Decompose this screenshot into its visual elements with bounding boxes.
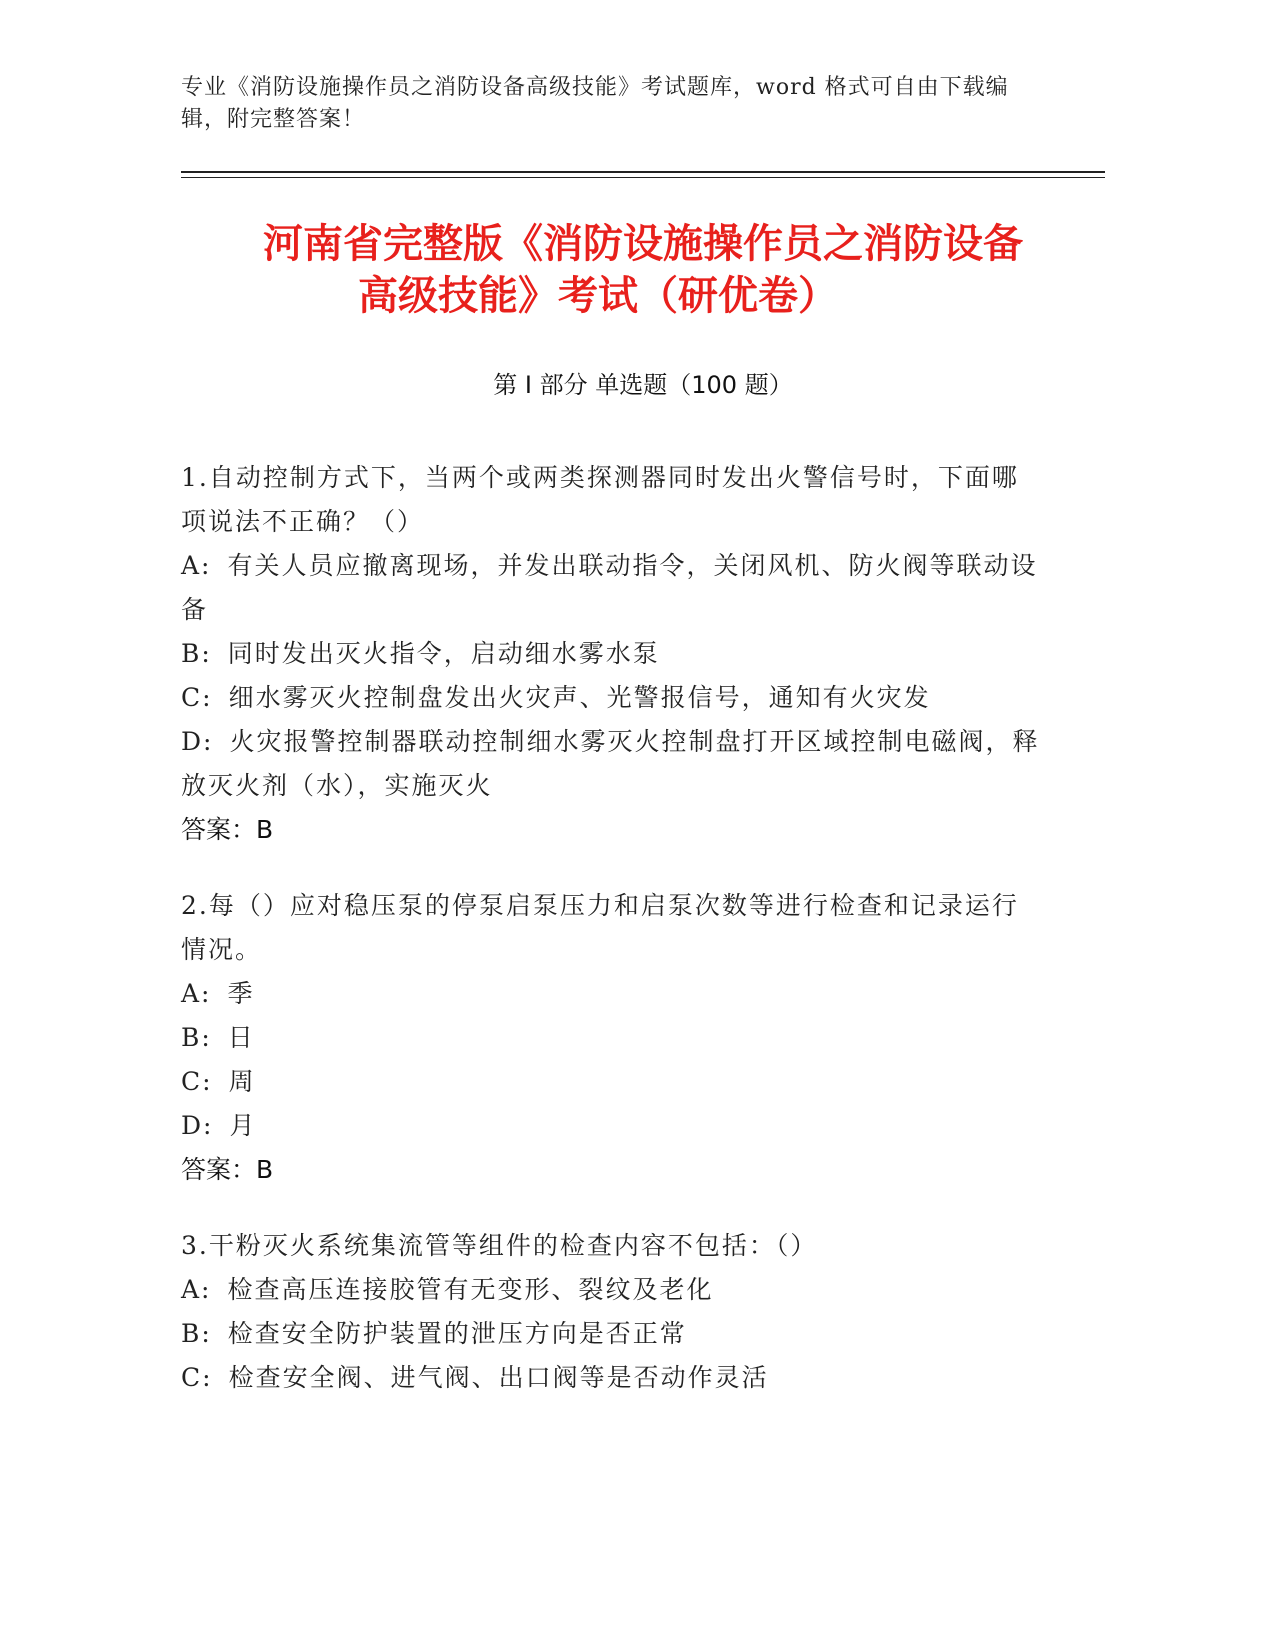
option-text: 季 [227, 979, 255, 1008]
option-text: 周 [228, 1067, 256, 1096]
option-letter: C: [181, 683, 213, 712]
option-b [181, 632, 1041, 676]
option-a [181, 1268, 1041, 1312]
option-b [181, 1312, 1041, 1356]
option-a [181, 972, 1041, 1016]
question-1 [181, 456, 1041, 852]
option-letter: A: [181, 979, 212, 1008]
option-letter: C: [181, 1067, 213, 1096]
question-2 [181, 884, 1041, 1192]
question-3 [181, 1224, 1041, 1400]
option-a [181, 544, 1041, 632]
option-letter: D: [181, 727, 214, 756]
option-text: 有关人员应撤离现场，并发出联动指令，关闭风机、防火阀等联动设备 [181, 551, 1038, 624]
document-title-line-2: 高级技能》考试（研优卷） [358, 273, 838, 319]
option-text: 检查安全防护装置的泄压方向是否正常 [227, 1319, 687, 1348]
option-letter: B: [181, 1319, 212, 1348]
option-d [181, 1104, 1041, 1148]
option-letter: C: [181, 1363, 213, 1392]
header-divider-thick [181, 171, 1105, 173]
section-heading: 第 I 部分 单选题（100 题） [493, 371, 793, 399]
option-c [181, 1060, 1041, 1104]
header-note: 专业《消防设施操作员之消防设备高级技能》考试题库，word 格式可自由下载编辑，附完整答案！ [181, 75, 1009, 132]
option-text: 检查安全阀、进气阀、出口阀等是否动作灵活 [228, 1363, 769, 1392]
option-text: 细水雾灭火控制盘发出火灾声、光警报信号，通知有火灾发 [228, 683, 931, 712]
option-b [181, 1016, 1041, 1060]
option-text: 月 [229, 1111, 257, 1140]
document-title-line-1: 河南省完整版《消防设施操作员之消防设备 [263, 221, 1023, 267]
question-stem: 1.自动控制方式下，当两个或两类探测器同时发出火警信号时，下面哪项说法不正确？（） [181, 463, 1019, 536]
question-stem: 3.干粉灭火系统集流管等组件的检查内容不包括：（） [181, 1231, 818, 1260]
option-text: 日 [227, 1023, 255, 1052]
option-text: 火灾报警控制器联动控制细水雾灭火控制盘打开区域控制电磁阀，释放灭火剂（水），实施灭火 [181, 727, 1040, 800]
option-letter: D: [181, 1111, 214, 1140]
answer-line: 答案：B [181, 1155, 274, 1184]
option-letter: A: [181, 551, 212, 580]
option-text: 检查高压连接胶管有无变形、裂纹及老化 [227, 1275, 714, 1304]
option-c [181, 1356, 1041, 1400]
header-divider-thin [181, 177, 1105, 178]
question-list [181, 456, 1041, 1432]
option-c [181, 676, 1041, 720]
option-d [181, 720, 1041, 808]
document-title [181, 218, 1105, 322]
option-text: 同时发出灭火指令，启动细水雾水泵 [227, 639, 660, 668]
question-stem: 2.每（）应对稳压泵的停泵启泵压力和启泵次数等进行检查和记录运行情况。 [181, 891, 1019, 964]
answer-line: 答案：B [181, 815, 274, 844]
option-letter: B: [181, 1023, 212, 1052]
option-letter: A: [181, 1275, 212, 1304]
option-letter: B: [181, 639, 212, 668]
